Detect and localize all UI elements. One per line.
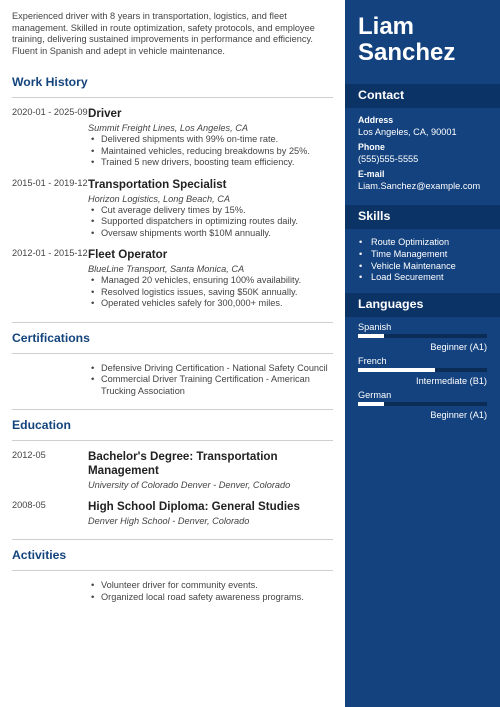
job-entry — [12, 178, 333, 240]
language-entry — [358, 390, 488, 421]
activities-section — [12, 548, 333, 603]
education-school: Denver High School - Denver, Colorado — [88, 516, 250, 527]
language-level: Beginner (A1) — [430, 342, 487, 353]
contact-heading: Contact — [345, 84, 500, 108]
language-entry — [358, 356, 488, 387]
job-dates: 2015-01 - 2019-12 — [12, 177, 88, 188]
education-section — [12, 418, 333, 540]
activity-item: • Volunteer driver for community events. — [88, 580, 333, 592]
education-date: 2008-05 — [12, 500, 46, 511]
job-bullet: • Trained 5 new drivers, boosting team efficiency. — [88, 157, 333, 169]
email-value: Liam.Sanchez@example.com — [358, 181, 481, 191]
education-date: 2012-05 — [12, 450, 46, 461]
language-proficiency-bar — [358, 334, 487, 338]
email-label: E-mail — [358, 169, 385, 179]
skill-item: • Route Optimization — [358, 237, 488, 249]
language-entry — [358, 322, 488, 353]
languages-block — [345, 317, 500, 433]
skills-block — [345, 229, 500, 293]
summary-text: Experienced driver with 8 years in transportation, logistics, and fleet management. Skilled in route optimization, safety protocols, and employee training, delivering sustained improvements in performance and efficiency. Fluent in Spanish and adept in vehicle maintenance. — [12, 11, 315, 56]
education-school: University of Colorado Denver - Denver, Colorado — [88, 480, 291, 491]
phone-label: Phone — [358, 142, 385, 152]
address-value: Los Angeles, CA, 90001 — [358, 127, 457, 137]
job-dates: 2012-01 - 2015-12 — [12, 248, 88, 259]
section-divider — [12, 353, 333, 354]
education-entry — [12, 500, 333, 527]
education-degree: High School Diploma: General Studies — [88, 500, 300, 514]
job-bullets — [88, 275, 333, 310]
job-bullet: • Delivered shipments with 99% on-time rate. — [88, 134, 333, 146]
job-title: Fleet Operator — [88, 248, 168, 262]
certification-item: • Commercial Driver Training Certification - American Trucking Association — [88, 374, 333, 397]
job-bullet: • Managed 20 vehicles, ensuring 100% availability. — [88, 275, 333, 287]
activities-heading: Activities — [12, 548, 67, 563]
job-bullet: • Maintained vehicles, reducing breakdowns by 25%. — [88, 146, 333, 158]
education-heading: Education — [12, 418, 71, 433]
skills-heading: Skills — [345, 205, 500, 229]
job-company: Summit Freight Lines, Los Angeles, CA — [88, 123, 249, 134]
language-level: Intermediate (B1) — [416, 376, 487, 387]
job-bullet: • Supported dispatchers in optimizing routes daily. — [88, 216, 333, 228]
job-bullet: • Operated vehicles safely for 300,000+ miles. — [88, 298, 333, 310]
job-bullet: • Cut average delivery times by 15%. — [88, 205, 333, 217]
language-proficiency-fill — [358, 368, 435, 372]
activity-item: • Organized local road safety awareness programs. — [88, 592, 333, 604]
skill-item: • Vehicle Maintenance — [358, 261, 488, 273]
certifications-section — [12, 331, 333, 411]
language-proficiency-bar — [358, 402, 487, 406]
section-divider — [12, 539, 333, 540]
language-level: Beginner (A1) — [430, 410, 487, 421]
job-title: Driver — [88, 107, 122, 121]
language-name: German — [358, 390, 392, 401]
job-entry — [12, 107, 333, 169]
education-entry — [12, 450, 333, 491]
section-divider — [12, 570, 333, 571]
job-bullets — [88, 205, 333, 240]
job-company: Horizon Logistics, Long Beach, CA — [88, 193, 230, 204]
job-entry — [12, 248, 333, 310]
sidebar — [345, 0, 500, 707]
first-name: Liam — [358, 13, 415, 40]
section-divider — [12, 97, 333, 98]
candidate-name — [345, 0, 500, 84]
certification-item: • Defensive Driving Certification - National Safety Council — [88, 363, 333, 375]
activities-list — [88, 580, 333, 603]
skill-item: • Time Management — [358, 249, 488, 261]
language-proficiency-fill — [358, 402, 384, 406]
language-proficiency-fill — [358, 334, 384, 338]
job-company: BlueLine Transport, Santa Monica, CA — [88, 264, 245, 275]
job-bullet: • Resolved logistics issues, saving $50K annually. — [88, 287, 333, 299]
skill-item: • Load Securement — [358, 272, 488, 284]
certification-list — [88, 363, 333, 398]
last-name: Sanchez — [358, 39, 456, 66]
address-label: Address — [358, 115, 394, 125]
section-divider — [12, 440, 333, 441]
education-degree: Bachelor's Degree: Transportation Management — [88, 450, 278, 478]
section-divider — [12, 409, 333, 410]
certifications-heading: Certifications — [12, 330, 90, 345]
job-bullet: • Oversaw shipments worth $10M annually. — [88, 228, 333, 240]
contact-block — [345, 108, 500, 205]
language-name: Spanish — [358, 322, 392, 333]
work-history-section — [12, 75, 333, 323]
language-proficiency-bar — [358, 368, 487, 372]
skills-list — [358, 235, 488, 284]
phone-value: (555)555-5555 — [358, 154, 419, 164]
job-bullets — [88, 134, 333, 169]
languages-heading: Languages — [345, 293, 500, 317]
section-divider — [12, 322, 333, 323]
work-history-heading: Work History — [12, 75, 88, 90]
job-title: Transportation Specialist — [88, 177, 227, 191]
language-name: French — [358, 356, 387, 367]
job-dates: 2020-01 - 2025-09 — [12, 107, 88, 118]
